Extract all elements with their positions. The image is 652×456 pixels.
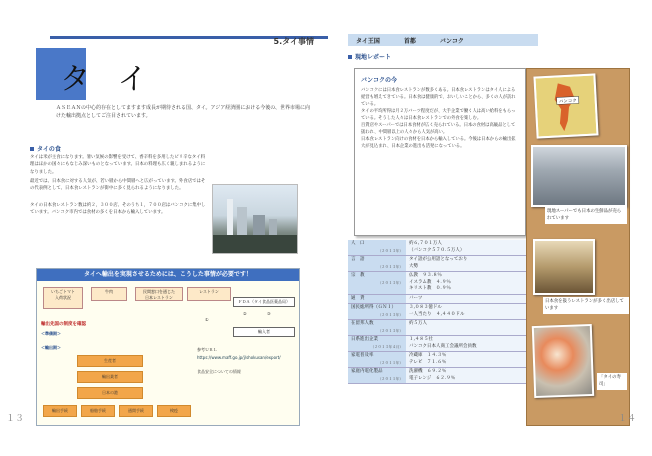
info-value: ３,０８３億ドル 一人当たり ４,４４０ドル <box>406 304 538 320</box>
info-key-year: （２０１１年） <box>377 376 403 381</box>
report-paragraph-3: 百貨店やスーパーでは日本食材が広く売られている。日本の食材は高級品として扱われ、中間層以上の人々から人気が高い。 <box>361 123 516 135</box>
info-value: 約５万人 <box>406 320 538 336</box>
box-restaurant-channel: 民間窓口を通じた 日本レストラン <box>135 287 183 301</box>
report-title: バンコクの今 <box>361 77 398 84</box>
info-key-label: 日系進出企業 <box>351 337 378 342</box>
thailand-map-illustration <box>536 76 597 137</box>
reference-url[interactable]: https://www.maff.go.jp/j/shokusan/export/ <box>197 355 281 360</box>
box-importer: 輸入者 <box>233 327 295 337</box>
red-note: 輸出先国の制度を確認 <box>41 322 86 327</box>
map-label: バンコク <box>558 98 577 105</box>
export-flow-diagram <box>36 268 300 426</box>
info-table-row <box>348 320 538 336</box>
info-table-row <box>348 294 538 304</box>
body-paragraph-1: タイは米が主食になります。暑い気候の影響を受けて、香辛料を多用したピリ辛なタイ料理はほかの国々にもなじみ深いものとなっています。日本の料理も広く親しまれるようになりました。 <box>30 155 206 175</box>
info-key-label: 人 口 <box>351 241 365 246</box>
step-3-marker: ③ <box>267 311 271 316</box>
info-key-year: （２０１３年） <box>377 248 403 253</box>
info-table-row <box>348 368 538 384</box>
info-key-label: 在留邦人数 <box>351 321 374 326</box>
box-quarantine: 検疫 <box>157 405 191 417</box>
info-key-year: （２０１３年） <box>377 264 403 269</box>
page-title: タイ <box>60 62 176 97</box>
map-photo <box>533 73 598 138</box>
info-value: タイ語が公用語となっており 大勢 <box>406 256 538 272</box>
right-page <box>328 6 646 426</box>
info-value: 約６,７０１万人 （バンコク５７０.５万人） <box>406 240 538 256</box>
info-key-label: 家電普及率 <box>351 353 374 358</box>
info-key-year: （２０１１年） <box>377 360 403 365</box>
info-value: 仏教 ９３.８％ イスラム教 ４.９％ キリスト教 ０.９％ <box>406 272 538 295</box>
section-marker-icon <box>348 55 352 59</box>
sushi-photo <box>532 324 594 398</box>
info-key <box>348 240 406 256</box>
caption-restaurant: 日本食を扱うレストランが多く出店しています <box>543 297 629 314</box>
info-key <box>348 294 406 304</box>
bar-japan-port: 日本の港 <box>77 387 143 399</box>
info-key <box>348 320 406 336</box>
page-number-right: １４ <box>617 414 636 424</box>
step-1-marker: ① <box>205 317 209 322</box>
reference-description: 食品安全についての情報 <box>197 369 241 374</box>
info-key <box>348 368 406 384</box>
chapter-title: 5.タイ事情 <box>273 37 314 46</box>
country-info-table <box>348 240 538 384</box>
info-value: 洗濯機 ６９.２％ 電子レンジ ６２.９％ <box>406 368 538 384</box>
info-key-label: 宗 教 <box>351 273 365 278</box>
country-name: タイ王国 <box>356 37 380 45</box>
info-table-row <box>348 304 538 320</box>
box-customs-procedure: 通関手続 <box>119 405 153 417</box>
info-key-label: 言 語 <box>351 257 365 262</box>
left-page <box>6 6 324 426</box>
info-key-label: 家庭内電化製品 <box>351 369 383 374</box>
section-marker-icon <box>30 147 34 151</box>
step-2-marker: ② <box>243 311 247 316</box>
skyline-illustration <box>213 185 297 253</box>
city-photo <box>212 184 298 254</box>
info-key-year: （２０１３年） <box>377 312 403 317</box>
info-table-row <box>348 336 538 352</box>
info-value: １,４８５社 バンコク日本人商工会議所会員数 <box>406 336 538 352</box>
info-key-year: （２０１３年４月） <box>370 344 403 349</box>
info-key <box>348 352 406 368</box>
cork-board <box>526 68 630 426</box>
report-paragraph-1: バンコクには日本食レストランが数多くある。日本食レストランはタイ人による経営も増えてきている。日本食は健康的で、おいしいことから、多くの人が訪れている。 <box>361 88 516 107</box>
info-key <box>348 304 406 320</box>
info-key-year: （２０１３年） <box>377 328 403 333</box>
box-beef: 牛肉 <box>91 287 127 301</box>
page-number-left: １３ <box>6 414 25 424</box>
box-fda: ＦＤＡ（タイ食品医薬品局） <box>233 297 295 307</box>
info-key-label: 通 貨 <box>351 295 365 301</box>
section-heading-food: タイの食 <box>30 144 61 153</box>
info-table-row <box>348 240 538 256</box>
info-value: 冷蔵庫 １４.３％ テレビ ７１.６％ <box>406 352 538 368</box>
local-report-box <box>354 68 526 236</box>
label-export-stage: ＜輸出期＞ <box>41 345 61 350</box>
box-shipping-procedure: 船舶手続 <box>81 405 115 417</box>
caption-supermarket: 現地スーパーでも日本の生鮮品が売られています <box>545 207 627 224</box>
info-value: バーツ <box>406 294 538 304</box>
info-key-year: （２０１３年） <box>377 280 403 285</box>
report-paragraph-2: タイの平均所得は月２万バーツ程度だが、大手企業で働く人は高い給料をもらっている。そうした人々は日本食レストランでの外食を楽しむ。 <box>361 109 516 121</box>
info-key <box>348 256 406 272</box>
country-header <box>348 34 538 46</box>
bar-exporter: 輸出業者 <box>77 371 143 383</box>
capital-name: バンコク <box>439 37 464 45</box>
box-strawberry-tomato: いちごトマト 入荷状況 <box>43 287 83 309</box>
info-table-row <box>348 272 538 295</box>
caption-sushi: 「タイの寿司」 <box>597 373 627 390</box>
info-table-row <box>348 352 538 368</box>
bar-producer: 生産者 <box>77 355 143 367</box>
info-key-label: 国民総所得（ＧＮＩ） <box>351 305 396 310</box>
info-table-row <box>348 256 538 272</box>
reference-label: 参考ＵＲＬ <box>197 347 217 352</box>
box-restaurant: レストラン <box>187 287 231 301</box>
info-key <box>348 272 406 295</box>
body-paragraph-2: 最近では、日本食に対する人気が、若い層から中間層へと広がっています。外食店ではその代表例として、日本食レストランが街中に多く見られるようになりました。 <box>30 179 206 192</box>
report-paragraph-4: 日本食レストラン向けの食材を日本から輸入している。今後は日本からの輸出拡大が見込まれ、日本企業の進出も活発になっている。 <box>361 137 516 149</box>
restaurant-photo <box>533 239 595 295</box>
info-key <box>348 336 406 352</box>
capital-label: 首都 <box>403 37 416 45</box>
body-paragraph-3: タイの日本食レストラン数は約２，３００店、そのうち１，７００店はバンコクに集中しています。バンコク市内では食材の多くを日本から輸入しています。 <box>30 203 206 216</box>
intro-text: ＡＳＥＡＮの中心的存在としてますます成長が期待される国、タイ。アジア経済圏における今後の、世界市場に向けた輸出拠点としてご注目されています。 <box>56 105 311 119</box>
supermarket-photo <box>531 145 627 207</box>
diagram-title: タイへ輸出を実現させるためには、こうした事情が必要です！ <box>37 269 299 281</box>
label-prep-stage: ＜準備期＞ <box>41 331 61 336</box>
section-heading-report: 現地レポート <box>348 52 391 61</box>
box-export-procedure: 輸出手続 <box>43 405 77 417</box>
